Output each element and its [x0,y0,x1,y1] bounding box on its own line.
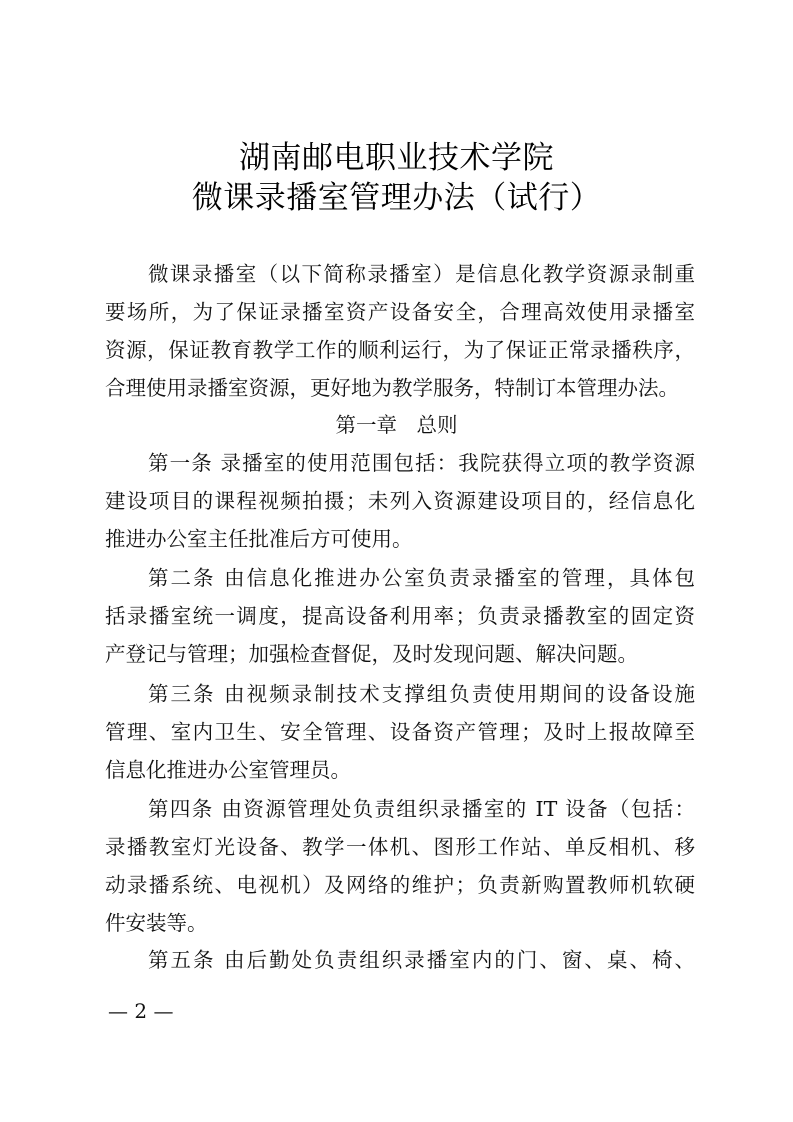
intro-line: 要场所，为了保证录播室资产设备安全，合理高效使用录播室 [105,300,695,324]
article-line: 第二条 由信息化推进办公室负责录播室的管理，具体包 [148,566,695,590]
article-line: 录播教室灯光设备、教学一体机、图形工作站、单反相机、移 [105,835,695,859]
article-line: 信息化推进办公室管理员。 [105,758,351,782]
page-number: — 2 — [108,999,174,1023]
article-line: 括录播室统一调度，提高设备利用率；负责录播教室的固定资 [105,604,695,628]
article-line: 第五条 由后勤处负责组织录播室内的门、窗、桌、椅、 [148,948,695,972]
article-line: 推进办公室主任批准后方可使用。 [105,527,413,551]
intro-line: 微课录播室（以下简称录播室）是信息化教学资源录制重 [148,262,695,286]
chapter-heading: 第一章 总则 [335,413,458,437]
article-line: 第四条 由资源管理处负责组织录播室的 IT 设备（包括： [148,797,695,821]
intro-line: 资源，保证教育教学工作的顺利运行，为了保证正常录播秩序， [105,338,695,362]
intro-line: 合理使用录播室资源，更好地为教学服务，特制订本管理办法。 [105,376,679,400]
article-line: 建设项目的课程视频拍摄；未列入资源建设项目的，经信息化 [105,489,695,513]
article-line: 动录播系统、电视机）及网络的维护；负责新购置教师机软硬 [105,873,695,897]
article-line: 件安装等。 [105,911,208,935]
document-title-line-2: 微课录播室管理办法（试行） [191,180,602,216]
article-line: 第一条 录播室的使用范围包括：我院获得立项的教学资源 [148,451,695,475]
document-title-line-1: 湖南邮电职业技术学院 [239,140,554,176]
article-line: 产登记与管理；加强检查督促，及时发现问题、解决问题。 [105,642,638,666]
article-line: 管理、室内卫生、安全管理、设备资产管理；及时上报故障至 [105,720,695,744]
article-line: 第三条 由视频录制技术支撑组负责使用期间的设备设施 [148,682,695,706]
